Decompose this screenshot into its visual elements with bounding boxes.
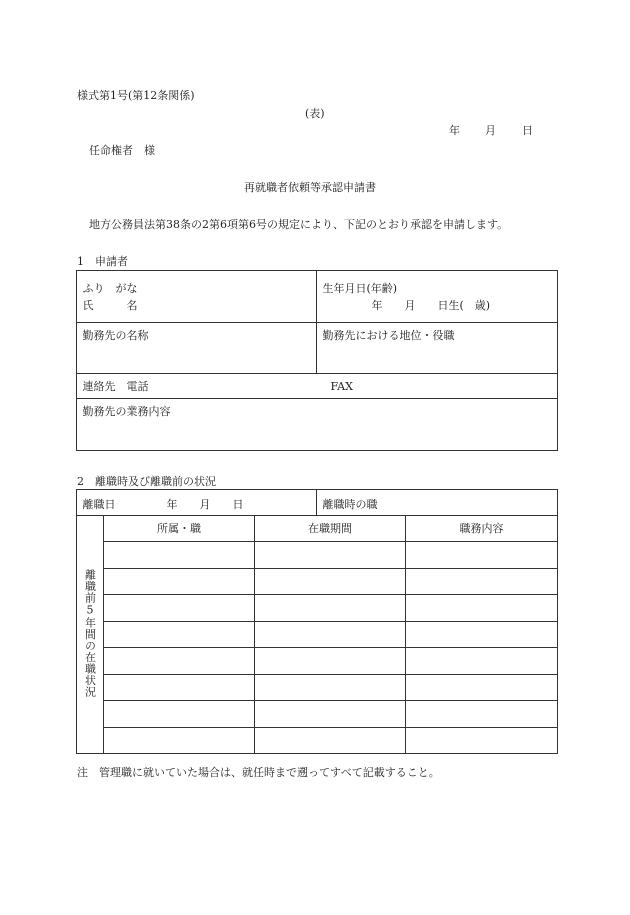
column-header-affiliation	[104, 516, 255, 542]
section2-heading: 2 離職時及び離職前の状況	[77, 475, 216, 488]
business-label: 勤務先の業務内容	[82, 404, 171, 418]
date-day: 日	[522, 124, 533, 137]
column-header-period	[255, 516, 406, 542]
date-month: 月	[485, 124, 496, 137]
retirement-table	[76, 489, 558, 754]
retire-post-label: 離職時の職	[322, 497, 378, 511]
column-header-duties-text: 職務内容	[459, 522, 504, 535]
fax-label: FAX	[330, 379, 353, 393]
employer-name-cell[interactable]	[77, 323, 317, 374]
period-input[interactable]	[255, 727, 406, 754]
retire-date-format: 年 月 日	[166, 497, 244, 511]
duties-input[interactable]	[406, 648, 558, 675]
affiliation-input[interactable]	[104, 568, 255, 595]
employment-history-label: 離職前5年間の在職状況	[83, 569, 97, 698]
contact-label: 連絡先 電話	[82, 379, 149, 393]
affiliation-input[interactable]	[104, 701, 255, 728]
duties-input[interactable]	[406, 568, 558, 595]
table-row	[77, 595, 558, 622]
table-row	[77, 542, 558, 569]
column-header-duties	[406, 516, 558, 542]
document-title: 再就職者依頼等承認申請書	[244, 181, 376, 194]
period-input[interactable]	[255, 568, 406, 595]
position-cell[interactable]	[317, 323, 558, 374]
table-row	[77, 568, 558, 595]
form-number: 様式第1号(第12条関係)	[77, 89, 195, 102]
side-label-cell	[77, 516, 104, 754]
table-row	[77, 727, 558, 754]
retire-date-label: 離職日	[82, 497, 116, 511]
column-header-period-text: 在職期間	[308, 522, 352, 535]
name-cell[interactable]	[77, 271, 317, 323]
footnote: 注 管理職に就いていた場合は、就任時まで遡ってすべて記載すること。	[77, 766, 440, 779]
birth-label: 生年月日(年齢)	[322, 281, 398, 295]
table-row	[77, 674, 558, 701]
birth-format: 年 月 日生( 歳)	[371, 298, 491, 312]
duties-input[interactable]	[406, 727, 558, 754]
birth-cell[interactable]	[317, 271, 558, 323]
period-input[interactable]	[255, 621, 406, 648]
section1-heading: 1 申請者	[77, 255, 128, 268]
applicant-table	[76, 270, 558, 451]
name-label: 氏 名	[82, 298, 138, 312]
table-row	[77, 701, 558, 728]
duties-input[interactable]	[406, 674, 558, 701]
affiliation-input[interactable]	[104, 727, 255, 754]
position-label: 勤務先における地位・役職	[322, 328, 455, 342]
furigana-label: ふり がな	[82, 281, 138, 295]
period-input[interactable]	[255, 674, 406, 701]
intro-text: 地方公務員法第38条の2第6項第6号の規定により、下記のとおり承認を申請します。	[89, 218, 509, 231]
affiliation-input[interactable]	[104, 595, 255, 622]
affiliation-input[interactable]	[104, 542, 255, 569]
business-cell[interactable]	[77, 399, 558, 451]
retire-date-cell[interactable]	[77, 490, 317, 516]
duties-input[interactable]	[406, 621, 558, 648]
addressee: 任命権者 様	[89, 144, 155, 157]
duties-input[interactable]	[406, 595, 558, 622]
duties-input[interactable]	[406, 701, 558, 728]
contact-cell[interactable]	[77, 374, 558, 399]
column-header-affiliation-text: 所属・職	[157, 522, 201, 535]
table-row	[77, 621, 558, 648]
affiliation-input[interactable]	[104, 648, 255, 675]
side-label: (表)	[305, 107, 325, 120]
period-input[interactable]	[255, 701, 406, 728]
employer-name-label: 勤務先の名称	[82, 328, 149, 342]
period-input[interactable]	[255, 595, 406, 622]
affiliation-input[interactable]	[104, 621, 255, 648]
retire-post-cell[interactable]	[317, 490, 558, 516]
period-input[interactable]	[255, 648, 406, 675]
affiliation-input[interactable]	[104, 674, 255, 701]
date-year: 年	[449, 124, 460, 137]
table-row	[77, 648, 558, 675]
duties-input[interactable]	[406, 542, 558, 569]
period-input[interactable]	[255, 542, 406, 569]
